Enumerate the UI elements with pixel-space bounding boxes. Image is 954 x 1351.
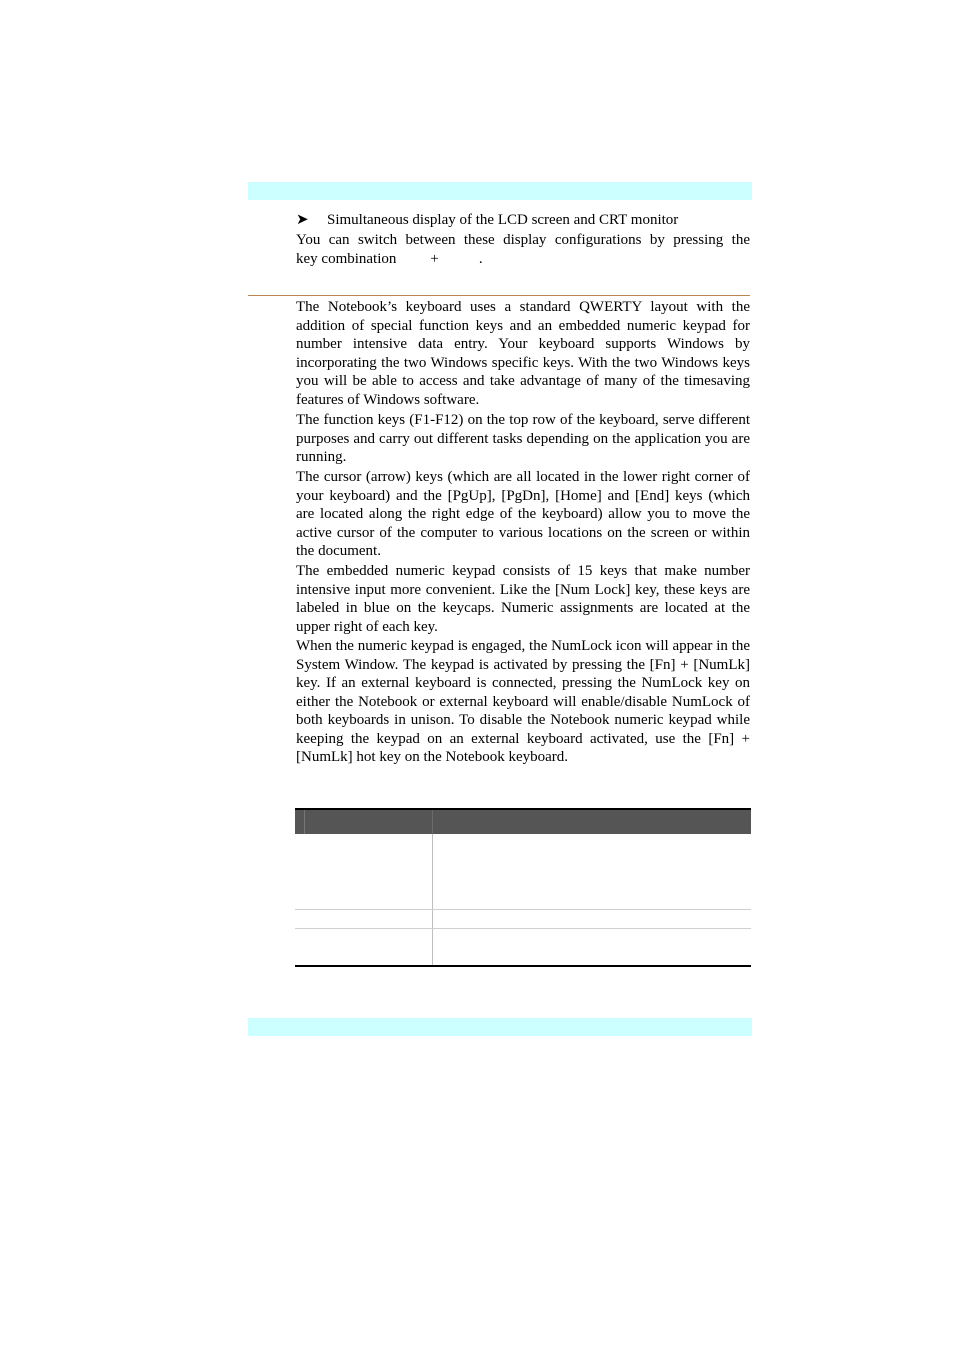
numeric-keypad-paragraph: The embedded numeric keypad consists of 15 keys that make number intensive input more convenient. Like the [Num Lock] key, these keys are labeled in blue on the keycaps. Numeric assignments are located at the upper right of each key.	[296, 563, 750, 635]
key-combination-label: key combination	[296, 250, 397, 267]
table-column-divider	[432, 834, 433, 967]
table-header-notch	[304, 810, 305, 834]
table-header-divider	[432, 810, 433, 834]
arrow-bullet-icon: ➤	[296, 212, 309, 228]
table-bottom-rule	[295, 965, 751, 967]
hotkey-table	[295, 808, 751, 967]
keyboard-intro-paragraph: The Notebook’s keyboard uses a standard QWERTY layout with the addition of special function keys and an embedded numeric keypad for number intensive data entry. Your keyboard supports Windows by incorporating the two Windows specific keys. With the two Windows keys you will be able to access and take advantage of many of the timesaving features of Windows software.	[296, 299, 750, 408]
bullet-item	[296, 211, 750, 229]
numlock-paragraph: When the numeric keypad is engaged, the NumLock icon will appear in the System Window. The keypad is activated by pressing the [Fn] + [NumLk] key. If an external keyboard is connected, pressing the NumLock key on either the Notebook or external keyboard will enable/disable NumLock of both keyboards in unison. To disable the Notebook numeric keypad while keeping the keypad on an external keyboard activated, use the [Fn] + [NumLk] hot key on the Notebook keyboard.	[296, 638, 750, 765]
header-band	[248, 182, 752, 200]
function-keys-paragraph: The function keys (F1-F12) on the top row of the keyboard, serve different purposes and carry out different tasks depending on the application you are running.	[296, 412, 750, 465]
cursor-keys-paragraph: The cursor (arrow) keys (which are all located in the lower right corner of your keyboard) and the [PgUp], [PgDn], [Home] and [End] keys (which are located along the right edge of the keyboard) allow you to move the active cursor of the computer to various locations on the screen or within the document.	[296, 469, 750, 559]
section-divider	[248, 295, 750, 296]
bullet-text: Simultaneous display of the LCD screen and CRT monitor	[327, 212, 679, 228]
footer-band	[248, 1018, 752, 1036]
table-row-rule	[295, 909, 751, 910]
key-combination-line	[296, 250, 750, 269]
switch-paragraph	[296, 231, 750, 268]
table-row-rule	[295, 928, 751, 929]
switch-line-1: You can switch between these display configurations by pressing the	[296, 232, 750, 248]
plus-sign: +	[430, 250, 439, 267]
combo-period: .	[478, 250, 483, 267]
table-header	[295, 810, 751, 834]
